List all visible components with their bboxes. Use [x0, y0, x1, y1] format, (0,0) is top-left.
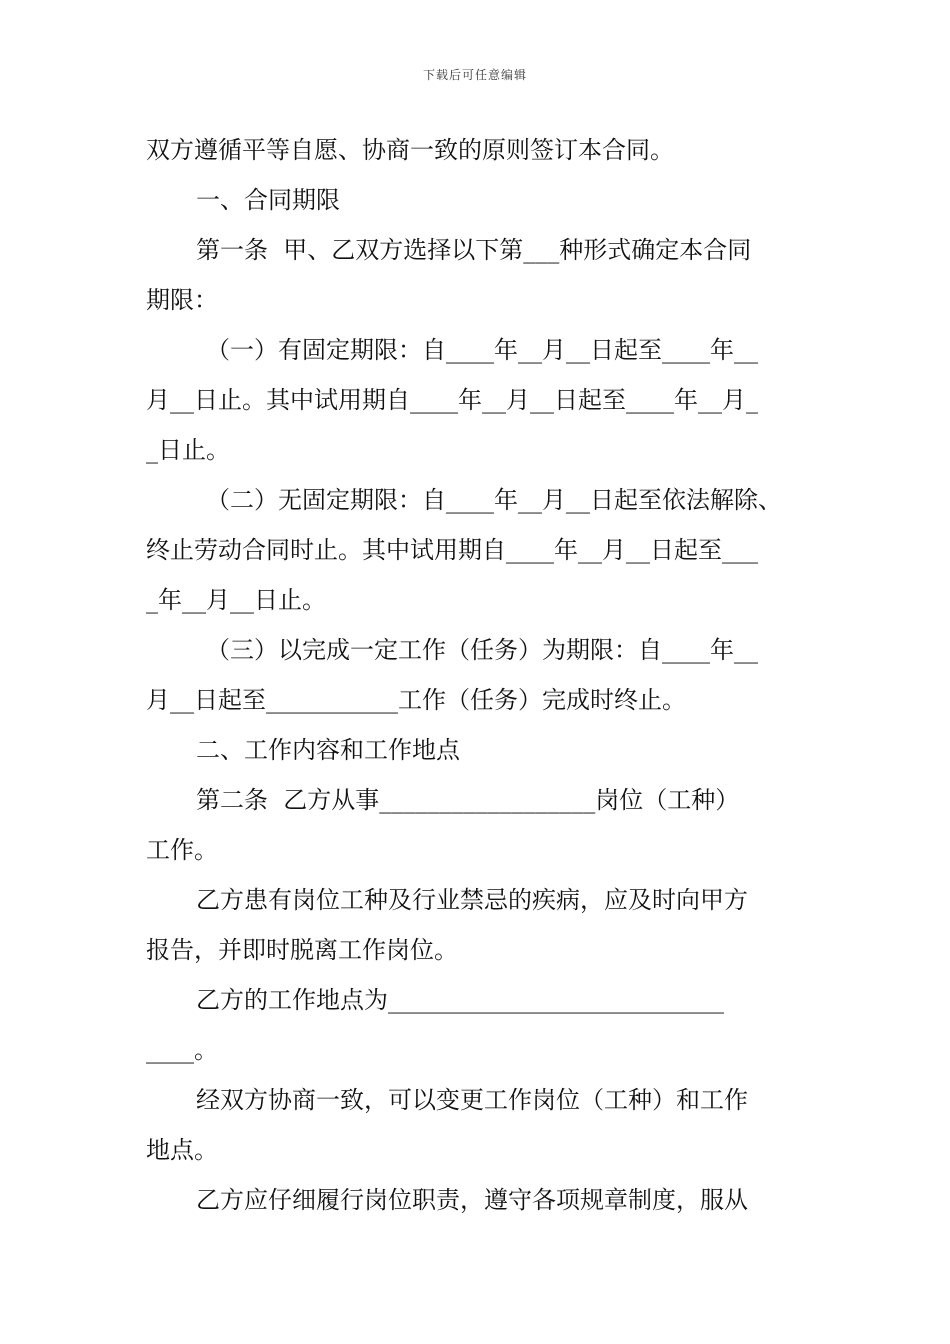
text-line: 双方遵循平等自愿、协商一致的原则签订本合同。 — [146, 136, 674, 164]
text-line: 月__日止。其中试用期自____年__月__日起至____年__月_ — [146, 386, 758, 414]
paragraph-text: 乙方的工作地点为____________________________ — [196, 986, 724, 1014]
clause-text: （一）有固定期限：自____年__月__日起至____年__ — [206, 336, 758, 364]
text-line: _日止。 — [146, 436, 230, 464]
paragraph-text: 乙方患有岗位工种及行业禁忌的疾病，应及时向甲方 — [196, 886, 748, 914]
article-text: 第一条 甲、乙双方选择以下第___种形式确定本合同 — [196, 236, 752, 264]
text-line: 报告，并即时脱离工作岗位。 — [146, 936, 458, 964]
text-line: 工作。 — [146, 836, 218, 864]
section-heading: 二、工作内容和工作地点 — [196, 736, 460, 764]
clause-text: （二）无固定期限：自____年__月__日起至依法解除、 — [206, 486, 782, 514]
text-line: ____。 — [146, 1036, 218, 1064]
text-line: 终止劳动合同时止。其中试用期自____年__月__日起至___ — [146, 536, 758, 564]
paragraph-text: 经双方协商一致，可以变更工作岗位（工种）和工作 — [196, 1086, 748, 1114]
paragraph-text: 乙方应仔细履行岗位职责，遵守各项规章制度，服从 — [196, 1186, 748, 1214]
text-line: 期限： — [146, 286, 218, 314]
text-line: 月__日起至___________工作（任务）完成时终止。 — [146, 686, 686, 714]
text-line: _年__月__日止。 — [146, 586, 326, 614]
page-header: 下载后可任意编辑 — [422, 68, 527, 82]
text-line: 地点。 — [146, 1136, 218, 1164]
article-text: 第二条 乙方从事__________________岗位（工种） — [196, 786, 740, 814]
clause-text: （三）以完成一定工作（任务）为期限：自____年__ — [206, 636, 758, 664]
section-heading: 一、合同期限 — [196, 186, 340, 214]
